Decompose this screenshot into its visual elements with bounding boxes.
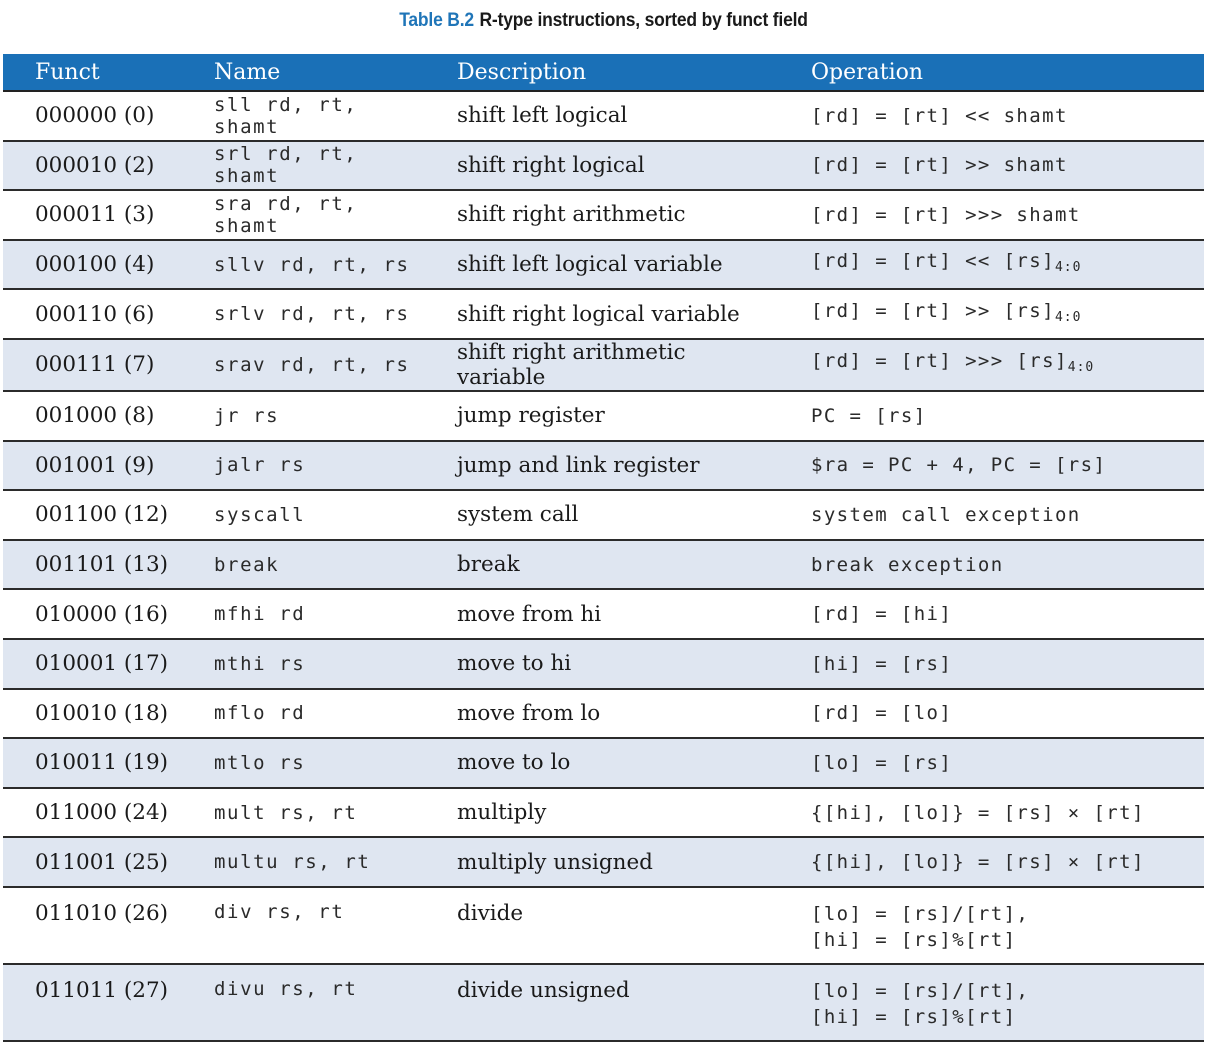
instruction-name-cell: mflo rd	[214, 702, 306, 725]
operation-line	[811, 700, 1204, 726]
operation-cell	[779, 540, 1204, 590]
operation-cell	[779, 240, 1204, 290]
column-header-description: Description	[426, 54, 779, 91]
funct-cell: 001001 (9)	[35, 452, 155, 478]
operation-cell	[779, 190, 1204, 240]
table-row	[3, 141, 1204, 191]
funct-cell: 011010 (26)	[35, 900, 169, 926]
operation-cell	[779, 589, 1204, 639]
operation-line	[811, 651, 1204, 677]
operation-text: {[hi], [lo]} = [rs] × [rt]	[811, 851, 1145, 874]
instruction-name-cell: multu rs, rt	[214, 851, 371, 874]
table-header-row	[3, 54, 1204, 91]
description-cell: multiply	[457, 800, 547, 826]
operation-text: {[hi], [lo]} = [rs] × [rt]	[811, 801, 1145, 824]
operation-line	[811, 901, 1204, 927]
description-cell: shift left logical	[457, 103, 628, 129]
description-cell: move from lo	[457, 700, 601, 726]
bit-range-subscript: 4:0	[1054, 309, 1082, 325]
table-number: Table B.2	[399, 10, 474, 31]
instruction-name-cell: break	[214, 553, 280, 576]
operation-line	[811, 978, 1204, 1004]
instruction-name-cell: mult rs, rt	[214, 801, 358, 824]
operation-cell	[779, 689, 1204, 739]
operation-cell	[779, 837, 1204, 887]
table-row	[3, 490, 1204, 540]
bit-range-subscript: 4:0	[1054, 260, 1082, 276]
operation-text: system call exception	[811, 503, 1081, 526]
column-header-name: Name	[182, 54, 426, 91]
table-row	[3, 788, 1204, 838]
table-row	[3, 964, 1204, 1041]
operation-text: [rd] = [rt] >>> [rs]	[811, 350, 1068, 373]
description-cell: shift left logical variable	[457, 252, 723, 278]
instruction-name-cell: sll rd, rt, shamt	[214, 93, 358, 138]
funct-cell: 001000 (8)	[35, 403, 155, 429]
operation-text: [hi] = [rs]%[rt]	[811, 928, 1017, 951]
instruction-name-cell: mfhi rd	[214, 603, 306, 626]
instruction-name-cell: srlv rd, rt, rs	[214, 303, 410, 326]
description-cell: break	[457, 552, 520, 578]
operation-cell	[779, 339, 1204, 391]
r-type-instructions-table	[3, 54, 1204, 1042]
table-row	[3, 391, 1204, 441]
funct-cell: 010010 (18)	[35, 700, 169, 726]
operation-line	[811, 927, 1204, 953]
operation-text: [lo] = [rs]/[rt],	[811, 902, 1030, 925]
funct-cell: 000111 (7)	[35, 352, 155, 378]
description-cell: multiply unsigned	[457, 849, 653, 875]
operation-text: [lo] = [rs]	[811, 751, 953, 774]
operation-text: [rd] = [lo]	[811, 702, 953, 725]
operation-line	[811, 452, 1204, 478]
operation-line	[811, 750, 1204, 776]
table-body	[3, 91, 1204, 1041]
operation-line	[811, 800, 1204, 826]
operation-cell	[779, 964, 1204, 1041]
funct-cell: 000010 (2)	[35, 152, 155, 178]
instruction-name-cell: sllv rd, rt, rs	[214, 253, 410, 276]
table-row	[3, 339, 1204, 391]
funct-cell: 011001 (25)	[35, 849, 169, 875]
instruction-name-cell: sra rd, rt, shamt	[214, 192, 358, 237]
funct-cell: 001101 (13)	[35, 552, 169, 578]
operation-line	[811, 1004, 1204, 1030]
operation-cell	[779, 91, 1204, 141]
table-row	[3, 540, 1204, 590]
description-cell: divide	[457, 900, 524, 926]
description-cell: shift right logical	[457, 152, 645, 178]
operation-text: [rd] = [rt] >> [rs]	[811, 299, 1055, 322]
operation-text: [rd] = [rt] >> shamt	[811, 154, 1068, 177]
funct-cell: 010001 (17)	[35, 651, 169, 677]
operation-line	[811, 601, 1204, 627]
description-cell: shift right arithmetic	[457, 202, 686, 228]
operation-text: [hi] = [rs]	[811, 652, 953, 675]
table-row	[3, 289, 1204, 339]
description-cell: system call	[457, 502, 579, 528]
funct-cell: 010000 (16)	[35, 601, 169, 627]
instruction-name-cell: div rs, rt	[214, 900, 345, 923]
table-row	[3, 837, 1204, 887]
operation-line	[811, 348, 1204, 381]
operation-text: [rd] = [hi]	[811, 603, 953, 626]
operation-line	[811, 298, 1204, 331]
operation-cell	[779, 788, 1204, 838]
operation-line	[811, 248, 1204, 281]
description-cell: shift right logical variable	[457, 301, 740, 327]
instruction-name-cell: srav rd, rt, rs	[214, 353, 410, 376]
table-row	[3, 91, 1204, 141]
operation-text: [rd] = [rt] << shamt	[811, 104, 1068, 127]
funct-cell: 000100 (4)	[35, 252, 155, 278]
operation-text: [hi] = [rs]%[rt]	[811, 1005, 1017, 1028]
instruction-name-cell: jr rs	[214, 404, 280, 427]
table-row	[3, 639, 1204, 689]
funct-cell: 000011 (3)	[35, 202, 155, 228]
description-cell: shift right arithmetic variable	[457, 339, 686, 390]
column-header-operation: Operation	[779, 54, 1204, 91]
operation-cell	[779, 141, 1204, 191]
operation-cell	[779, 441, 1204, 491]
description-cell: divide unsigned	[457, 977, 630, 1003]
operation-cell	[779, 887, 1204, 964]
table-row	[3, 738, 1204, 788]
table-caption	[48, 10, 1158, 32]
operation-line	[811, 103, 1204, 129]
operation-cell	[779, 490, 1204, 540]
table-row	[3, 441, 1204, 491]
description-cell: move from hi	[457, 601, 602, 627]
funct-cell: 011000 (24)	[35, 800, 169, 826]
description-cell: move to lo	[457, 750, 571, 776]
operation-text: [rd] = [rt] << [rs]	[811, 250, 1055, 273]
operation-text: [rd] = [rt] >>> shamt	[811, 203, 1081, 226]
instruction-name-cell: jalr rs	[214, 454, 306, 477]
table-row	[3, 689, 1204, 739]
instruction-name-cell: srl rd, rt, shamt	[214, 143, 358, 188]
funct-cell: 010011 (19)	[35, 750, 169, 776]
operation-cell	[779, 639, 1204, 689]
table-title: R-type instructions, sorted by funct field	[479, 10, 808, 31]
operation-line	[811, 502, 1204, 528]
operation-cell	[779, 391, 1204, 441]
operation-text: break exception	[811, 553, 1004, 576]
operation-text: [lo] = [rs]/[rt],	[811, 979, 1030, 1002]
description-cell: move to hi	[457, 651, 572, 677]
funct-cell: 001100 (12)	[35, 502, 169, 528]
funct-cell: 011011 (27)	[35, 977, 169, 1003]
operation-cell	[779, 289, 1204, 339]
funct-cell: 000110 (6)	[35, 301, 155, 327]
instruction-name-cell: divu rs, rt	[214, 977, 358, 1000]
table-row	[3, 240, 1204, 290]
operation-text: PC = [rs]	[811, 404, 927, 427]
operation-text: $ra = PC + 4, PC = [rs]	[811, 454, 1107, 477]
operation-line	[811, 552, 1204, 578]
table-row	[3, 589, 1204, 639]
operation-line	[811, 152, 1204, 178]
description-cell: jump and link register	[457, 452, 700, 478]
funct-cell: 000000 (0)	[35, 103, 155, 129]
description-cell: jump register	[457, 403, 605, 429]
instruction-name-cell: syscall	[214, 503, 306, 526]
table-row	[3, 887, 1204, 964]
column-header-funct: Funct	[3, 54, 182, 91]
bit-range-subscript: 4:0	[1067, 360, 1095, 376]
operation-cell	[779, 738, 1204, 788]
operation-line	[811, 403, 1204, 429]
instruction-name-cell: mtlo rs	[214, 751, 306, 774]
instruction-name-cell: mthi rs	[214, 652, 306, 675]
operation-line	[811, 849, 1204, 875]
operation-line	[811, 202, 1204, 228]
table-row	[3, 190, 1204, 240]
